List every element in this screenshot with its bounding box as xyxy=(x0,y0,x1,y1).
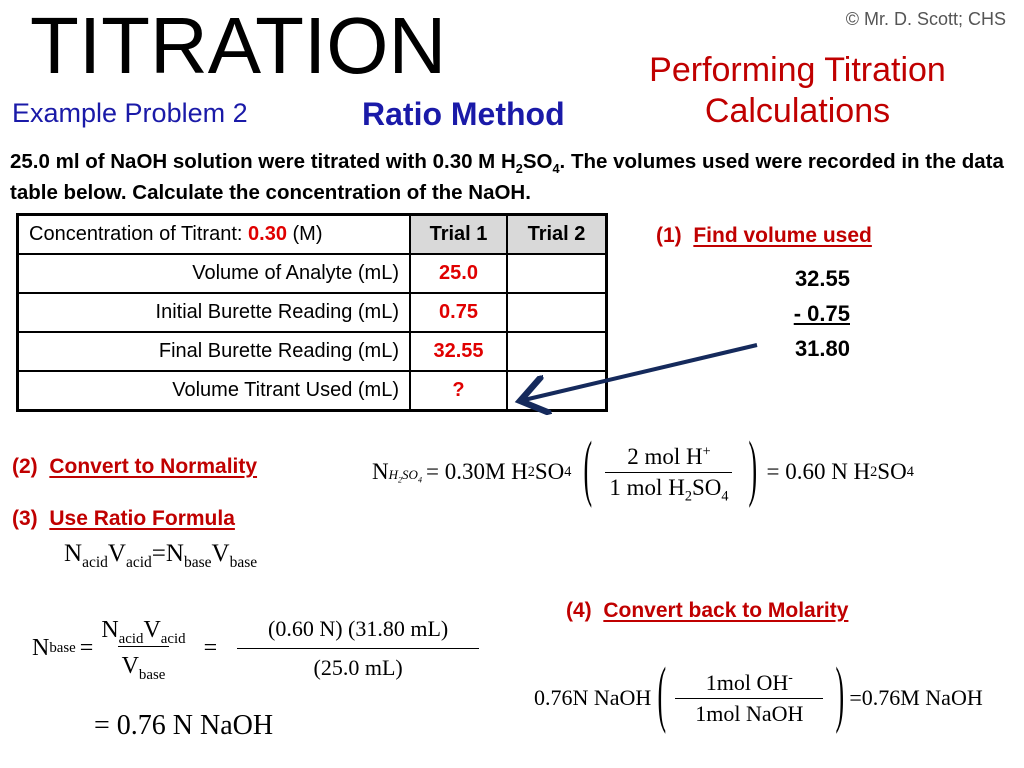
final-answer-normality: = 0.76 N NaOH xyxy=(94,710,274,741)
concentration-value: 0.30 xyxy=(248,223,287,245)
concentration-cell: Concentration of Titrant: 0.30 (M) xyxy=(18,215,411,255)
trial2-header: Trial 2 xyxy=(507,215,607,255)
ratio-formula: $N_{acid}V_{acid}=N_{base}V_{base}$ xyxy=(64,540,258,571)
step1-line2: - 0.75 xyxy=(793,301,850,326)
step3-heading: (3) Use Ratio Formula xyxy=(12,507,235,530)
step1-heading: (1) Find volume used xyxy=(656,224,872,247)
step4-heading: (4) Convert back to Molarity xyxy=(566,599,849,622)
row-label: Final Burette Reading (mL) xyxy=(18,332,411,371)
trial1-value: 0.75 xyxy=(410,293,507,332)
step1-line3: 31.80 xyxy=(794,336,850,361)
row-label: Initial Burette Reading (mL) xyxy=(18,293,411,332)
slide-subtitle: Performing Titration Calculations xyxy=(649,51,946,130)
row-label: Volume Titrant Used (mL) xyxy=(18,371,411,411)
trial1-value: ? xyxy=(410,371,507,411)
example-label: Example Problem 2 xyxy=(12,98,248,128)
problem-statement: 25.0 ml of NaOH solution were titrated with 0.30 M $H_2SO_4$. The volumes used were recorded in the data table below. Calculate the concentration of the NaOH. xyxy=(10,150,1004,204)
step2-heading: (2) Convert to Normality xyxy=(12,455,258,478)
method-label: Ratio Method xyxy=(362,96,565,132)
slide-title: TITRATION xyxy=(30,1,447,90)
trial1-header: Trial 1 xyxy=(410,215,507,255)
molarity-equation: 0.76N NaOH ( $\frac{1mol OH^-}{\text{1mol NaOH}}$ ) =0.76M NaOH xyxy=(534,652,983,735)
trial1-value: 25.0 xyxy=(410,254,507,293)
row-label: Volume of Analyte (mL) xyxy=(18,254,411,293)
ratio-calculation: N base = $\frac{N_{acid}V_{acid}}{V_{base}}$ = $\frac{(0.60 N) (31.80 mL)}{(25.0 mL)}$ xyxy=(32,608,479,688)
copyright-notice: © Mr. D. Scott; CHS xyxy=(845,9,1006,29)
normality-equation: N $_{H_2SO_4}$ = 0.30M H 2 SO 4 ( $\frac{2 mol H^+}{1 mol H_2SO_4}$ ) = 0.60 N H 2 SO 4 xyxy=(372,426,914,509)
step1-line1: 32.55 xyxy=(794,266,850,291)
trial1-value: 32.55 xyxy=(410,332,507,371)
